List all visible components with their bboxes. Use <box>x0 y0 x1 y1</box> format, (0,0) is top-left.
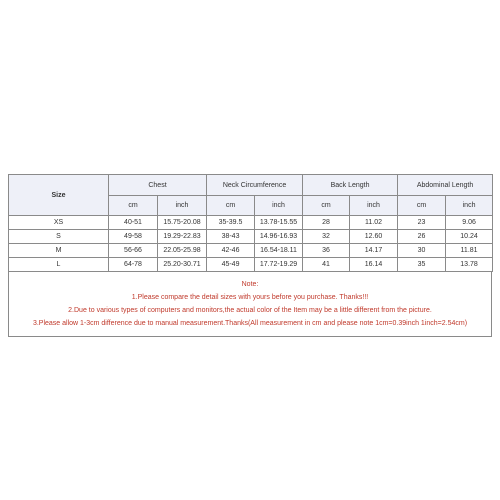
table-cell: 11.81 <box>446 244 493 258</box>
table-cell: 49-58 <box>109 230 158 244</box>
table-cell: 16.14 <box>350 258 398 272</box>
table-cell: 41 <box>303 258 350 272</box>
table-cell: 12.60 <box>350 230 398 244</box>
size-chart <box>8 174 492 337</box>
table-cell: 22.05-25.98 <box>158 244 207 258</box>
table-cell: 9.06 <box>446 216 493 230</box>
table-cell: 13.78-15.55 <box>255 216 303 230</box>
table-cell: 40-51 <box>109 216 158 230</box>
note-line: 3.Please allow 1-3cm difference due to manual measurement.Thanks(All measurement in cm and please note 1cm=0.39inch 1inch=2.54cm) <box>32 320 468 327</box>
table-cell: 25.20-30.71 <box>158 258 207 272</box>
table-cell: 28 <box>303 216 350 230</box>
neck-circumference-header: Neck Circumference <box>207 175 303 196</box>
table-cell: 45-49 <box>207 258 255 272</box>
table-cell: 35 <box>398 258 446 272</box>
table-cell: 11.02 <box>350 216 398 230</box>
unit-header: inch <box>255 196 303 216</box>
size-cell: M <box>9 244 109 258</box>
table-cell: 16.54-18.11 <box>255 244 303 258</box>
table-cell: 26 <box>398 230 446 244</box>
table-cell: 23 <box>398 216 446 230</box>
note-title: Note: <box>241 281 259 288</box>
table-cell: 64-78 <box>109 258 158 272</box>
size-cell: L <box>9 258 109 272</box>
notes-panel <box>8 272 492 337</box>
table-cell: 30 <box>398 244 446 258</box>
abdominal-length-header: Abdominal Length <box>398 175 493 196</box>
chest-header: Chest <box>109 175 207 196</box>
table-row <box>9 258 493 272</box>
table-cell: 56-66 <box>109 244 158 258</box>
unit-header: inch <box>158 196 207 216</box>
table-cell: 17.72-19.29 <box>255 258 303 272</box>
unit-header: cm <box>398 196 446 216</box>
unit-header: cm <box>109 196 158 216</box>
unit-header: cm <box>207 196 255 216</box>
size-cell: S <box>9 230 109 244</box>
size-table <box>8 174 493 272</box>
back-length-header: Back Length <box>303 175 398 196</box>
table-cell: 14.17 <box>350 244 398 258</box>
table-cell: 10.24 <box>446 230 493 244</box>
table-cell: 13.78 <box>446 258 493 272</box>
size-header: Size <box>9 175 109 216</box>
table-row <box>9 230 493 244</box>
table-cell: 42-46 <box>207 244 255 258</box>
table-cell: 15.75-20.08 <box>158 216 207 230</box>
table-cell: 36 <box>303 244 350 258</box>
table-cell: 35-39.5 <box>207 216 255 230</box>
size-cell: XS <box>9 216 109 230</box>
table-row <box>9 244 493 258</box>
unit-header: inch <box>350 196 398 216</box>
table-cell: 38-43 <box>207 230 255 244</box>
unit-header: inch <box>446 196 493 216</box>
table-cell: 32 <box>303 230 350 244</box>
header-group-row <box>9 175 493 196</box>
table-cell: 19.29-22.83 <box>158 230 207 244</box>
table-cell: 14.96-16.93 <box>255 230 303 244</box>
table-row <box>9 216 493 230</box>
unit-header: cm <box>303 196 350 216</box>
note-line: 1.Please compare the detail sizes with yours before you purchase. Thanks!!! <box>131 294 369 301</box>
note-line: 2.Due to various types of computers and monitors,the actual color of the Item may be a little different from the picture. <box>68 307 432 314</box>
